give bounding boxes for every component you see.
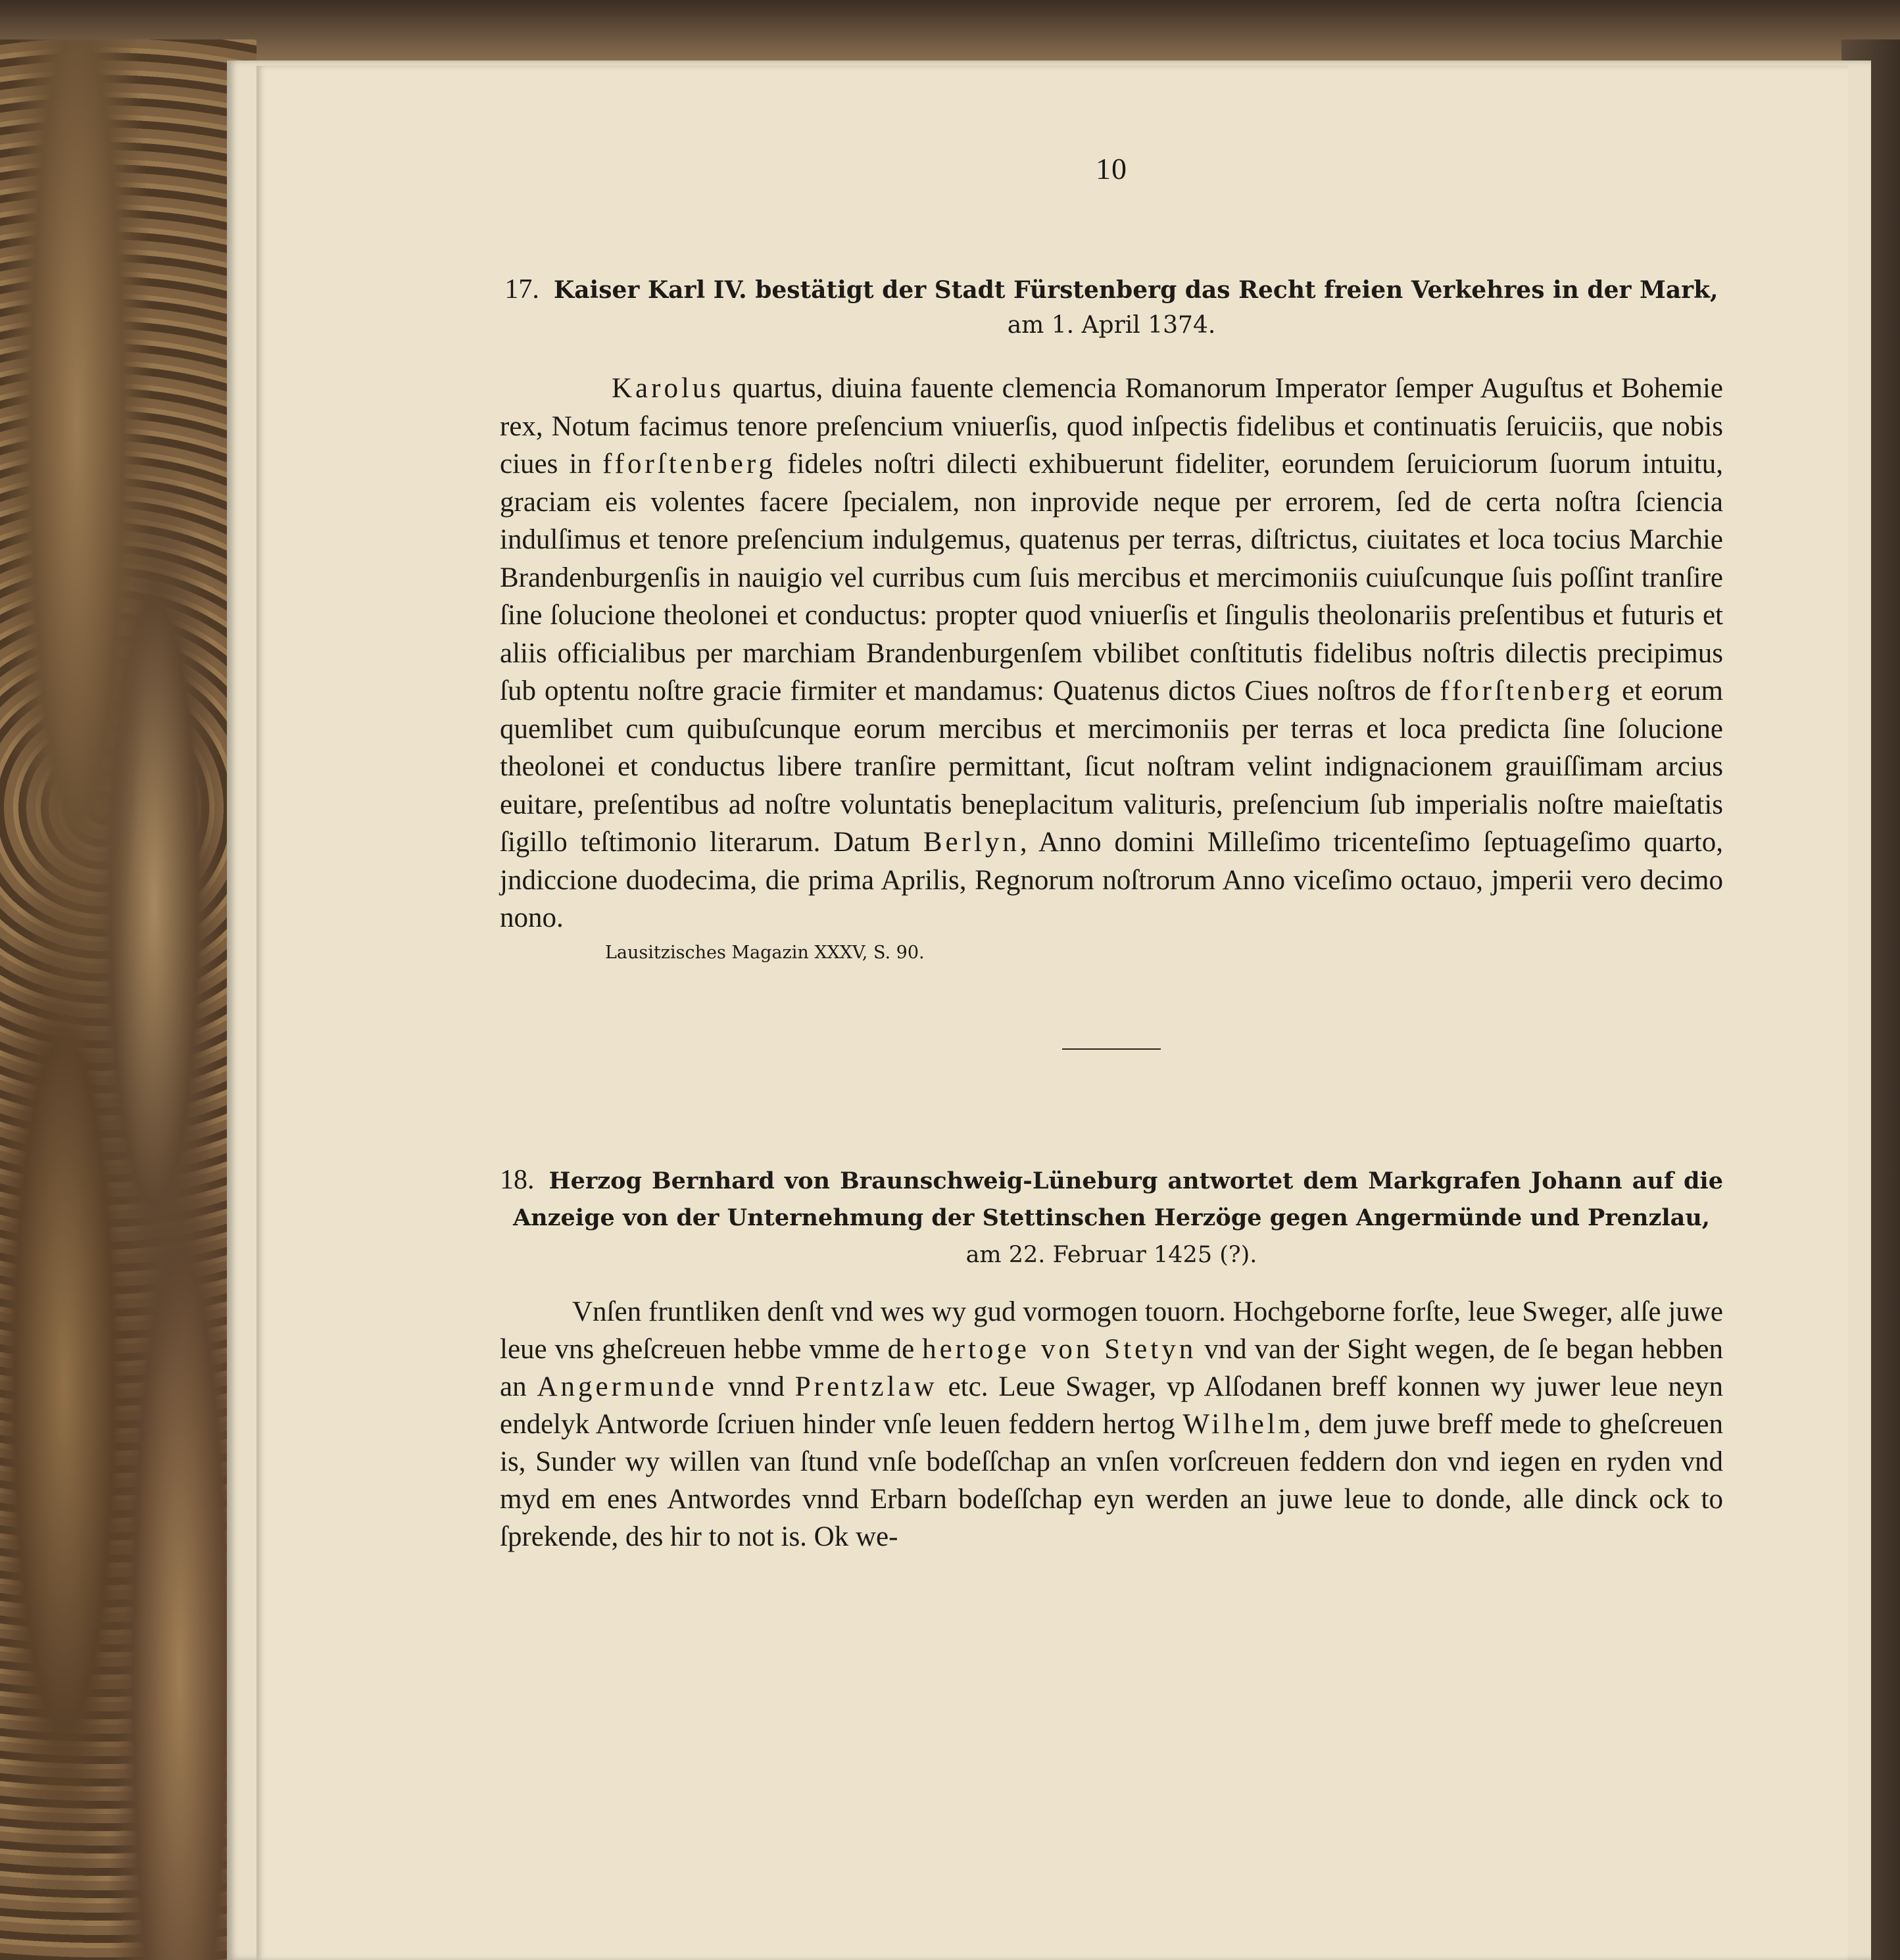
text-segment: quartus, diuina fauente clemencia Romanorum Imperator ſemper Auguſtus et Bohemie rex, Notum facimus tenore preſencium vniuerſis, quod inſpectis fidelibus et continuatis ſeruiciis, que nobis ciues in (500, 373, 1723, 479)
document-18-number: 18. (500, 1164, 535, 1195)
text-segment: vnnd (717, 1371, 795, 1402)
text-spaced-place: Angermunde (537, 1371, 718, 1402)
book-page (256, 66, 1848, 1960)
document-17-number: 17. (504, 274, 539, 305)
document-17 (500, 272, 1723, 963)
text-spaced-name: hertoge von Stetyn (922, 1333, 1197, 1365)
document-18-heading (500, 1162, 1723, 1273)
marbled-cover-board (0, 39, 256, 1960)
text-spaced-name: Karolus (612, 373, 725, 404)
text-segment: vnd van der Sight wegen, de ſe began hebben an (500, 1333, 1723, 1402)
page-content (500, 151, 1723, 1556)
text-segment: fideles noſtri dilecti exhibuerunt fideliter, eorundem ſeruiciorum ſuorum intuitu, graciam eis volentes facere ſpecialem, non inprovide neque per errorem, ſed de certa noſtra ſciencia indulſimus et tenore preſencium indulgemus, quatenus per terras, diſtrictus, ciuitates et loca tocius Marchie Brandenburgenſis in nauigio vel curribus cum ſuis mercibus et mercimoniis cuiuſcunque ſuis poſſint tranſire ſine ſolucione theolonei et conductus: propter quod vniuerſis et ſingulis theolonariis preſentibus et futuris et aliis officialibus per marchiam Brandenburgenſem vbilibet conſtitutis fidelibus noſtris dilectis precipimus ſub optentu noſtre gracie firmiter et mandamus: Quatenus dictos Ciues noſtros de (500, 449, 1723, 706)
text-spaced-place: fforſtenberg (602, 449, 776, 479)
text-segment: etc. Leue Swager, vp Alſodanen breff konnen wy juwer leue neyn endelyk Antworde ſcriuen hinder vnſe leuen feddern hertog (500, 1371, 1724, 1440)
text-spaced-place: Prentzlaw (794, 1371, 938, 1402)
section-divider (1062, 1048, 1161, 1050)
document-18-date: am 22. Februar 1425 (?). (965, 1241, 1257, 1268)
page-number: 10 (1096, 152, 1127, 185)
text-segment: et eorum quemlibet cum quibuſcunque eorum mercibus et mercimoniis per terras et loca predicta ſine ſolucione theolonei et conductus libere tranſire permittant, ſicut noſtram velint indignacionem grauiſſimam arcius euitare, preſentibus ad noſtre voluntatis beneplacitum valituris, preſencium ſub imperialis noſtre maieſtatis ſigillo teſtimonio literarum. Datum (500, 675, 1723, 858)
document-17-date: am 1. April 1374. (1007, 312, 1216, 339)
text-spaced-place: Berlyn (923, 827, 1020, 858)
text-segment: , dem juwe breff mede to gheſcreuen is, Sunder wy willen van ſtund vnſe bodeſſchap an vnſen vorſcreuen feddern don vnd iegen en ryden vnd myd em enes Antwordes vnnd Erbarn bodeſſchap eyn werden an juwe leue to donde, alle dinck ock to ſprekende, des hir to not is. Ok we- (500, 1408, 1723, 1552)
document-18-title: Herzog Bernhard von Braunschweig-Lüneburg antwortet dem Markgrafen Johann auf die Anzeige von der Unternehmung der Stettinschen Herzöge gegen Angermünde und Prenzlau, (513, 1167, 1723, 1231)
book-top-edge (0, 0, 1900, 62)
text-segment: , Anno domini Milleſimo tricenteſimo ſeptuageſimo quarto, jndiccione duodecima, die prima Aprilis, Regnorum noſtrorum Anno viceſimo octauo, jmperii vero decimo nono. (500, 827, 1723, 933)
text-spaced-name: Wilhelm (1182, 1408, 1304, 1440)
document-17-heading (500, 272, 1723, 343)
document-17-source: Lausitzisches Magazin XXXV, S. 90. (605, 942, 925, 963)
text-segment: Vnſen fruntliken denſt vnd wes wy gud vormogen touorn. Hochgeborne forſte, leue Sweger, alſe juwe leue vns gheſcreuen hebbe vmme de (500, 1296, 1723, 1365)
document-18-text (500, 1293, 1723, 1556)
document-17-title: Kaiser Karl IV. bestätigt der Stadt Fürstenberg das Recht freien Verkehres in der Mark, (553, 276, 1718, 304)
document-17-text (500, 370, 1723, 937)
text-spaced-place: fforſtenberg (1440, 675, 1614, 706)
document-18 (500, 1162, 1723, 1556)
